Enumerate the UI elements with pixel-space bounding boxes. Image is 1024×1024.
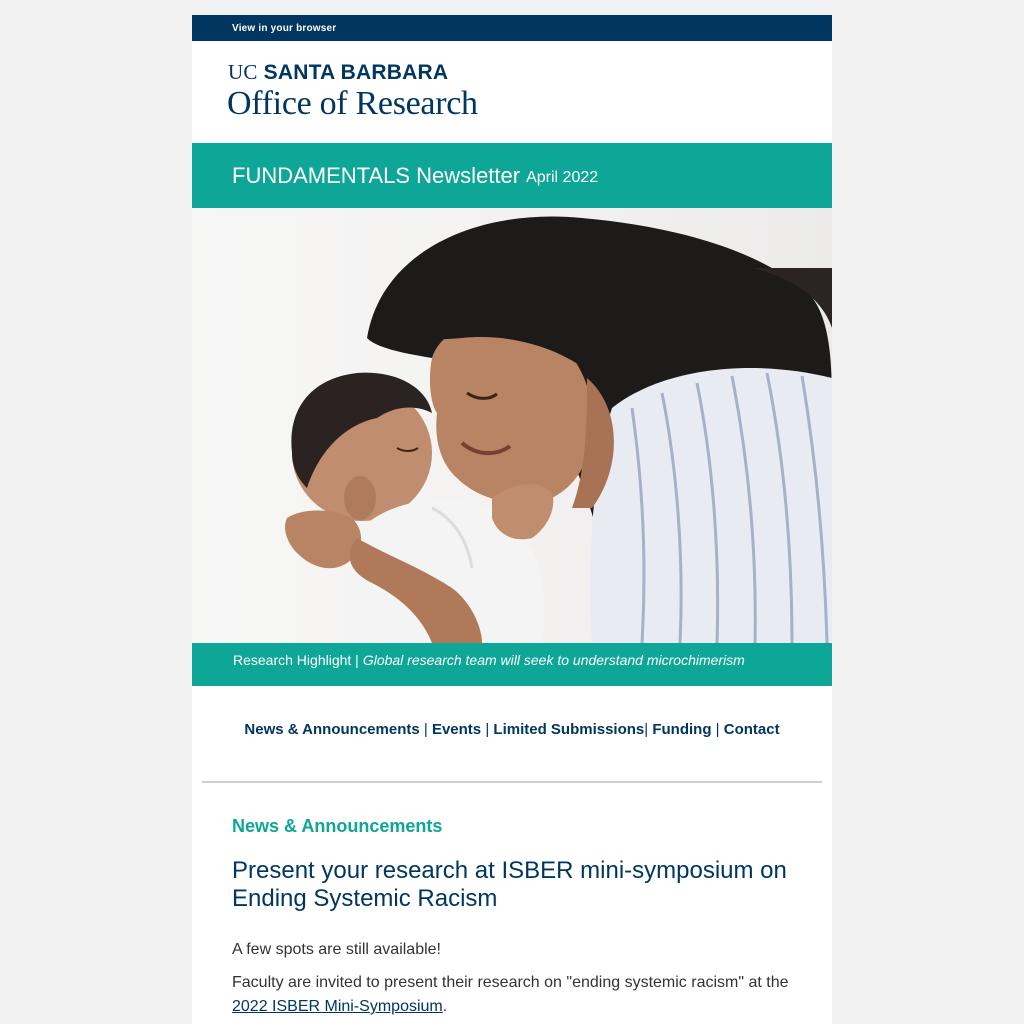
research-highlight-caption[interactable] [192,643,832,686]
nav-contact[interactable]: Contact [723,721,780,738]
logo-uc: UC [228,60,258,84]
research-highlight-label: Research Highlight | [233,652,359,668]
ucsb-office-of-research-logo[interactable] [192,41,832,143]
research-highlight-title[interactable]: Global research team will seek to understand microchimerism [362,652,745,668]
article-body-end: . [442,998,448,1015]
nav-separator: | [485,721,490,738]
nav-news-announcements[interactable]: News & Announcements [244,721,420,738]
top-bar [192,15,832,41]
hero-image[interactable] [192,208,832,643]
article-body [232,971,792,1019]
news-section [192,816,832,1019]
view-in-browser-link[interactable]: View in your browser [232,22,337,34]
nav-separator: | [423,721,428,738]
newsletter-nav [192,686,832,747]
article-headline[interactable]: Present your research at ISBER mini-symposium on Ending Systemic Racism [232,857,787,912]
newsletter-date: April 2022 [526,168,599,186]
nav-limited-submissions[interactable]: Limited Submissions [493,721,645,738]
nav-separator: | [715,721,720,738]
article-intro: A few spots are still available! [232,941,441,958]
nav-funding[interactable]: Funding [652,721,712,738]
hero-illustration [192,208,832,643]
article-body-text: Faculty are invited to present their research on "ending systemic racism" at the [232,974,789,991]
isber-symposium-link[interactable]: 2022 ISBER Mini-Symposium [232,998,443,1015]
nav-events[interactable]: Events [431,721,482,738]
nav-separator: | [644,721,649,738]
newsletter-title: FUNDAMENTALS Newsletter [232,162,521,188]
logo-office-of-research: Office of Research [227,85,478,122]
newsletter-banner [192,143,832,208]
email-container [192,15,832,1024]
section-divider [202,781,822,783]
logo-santa-barbara: SANTA BARBARA [263,61,449,84]
logo-institution [228,60,448,85]
section-title: News & Announcements [232,816,443,836]
